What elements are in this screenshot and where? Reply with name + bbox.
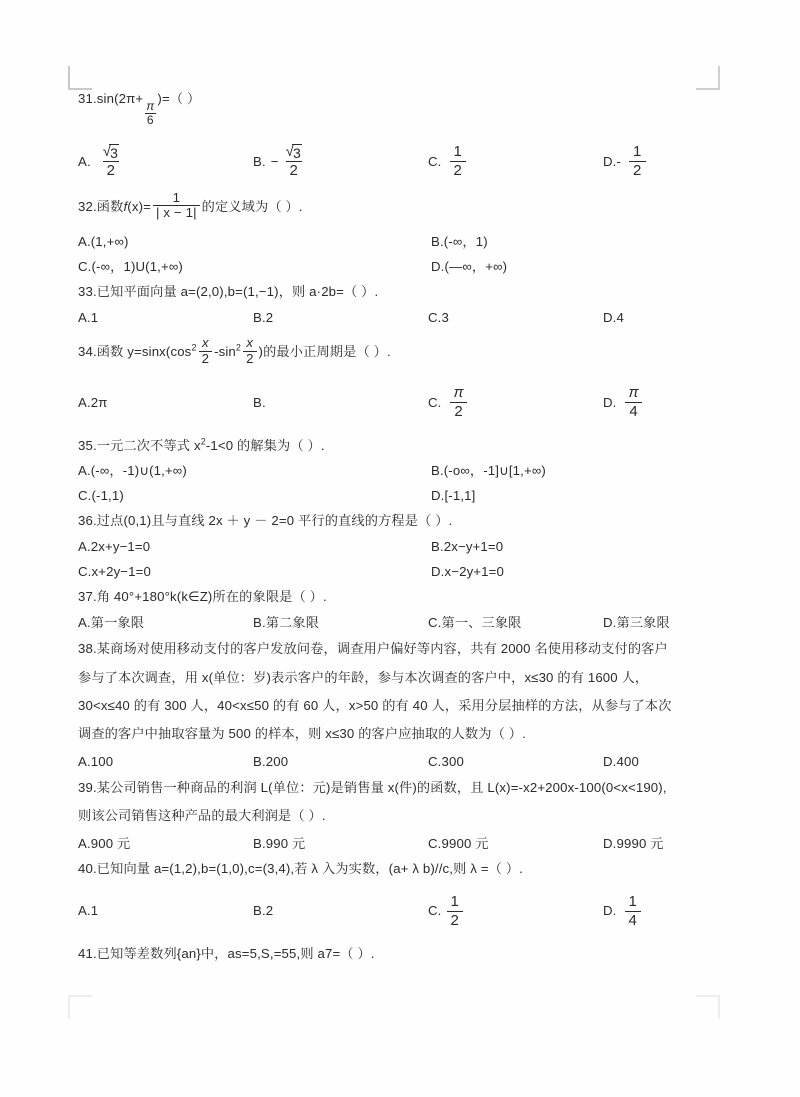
crop-mark-bottom-left-icon xyxy=(68,995,92,1019)
q38-option-b[interactable]: B.200 xyxy=(253,753,289,769)
q31-stem-frac-num: π xyxy=(146,98,155,113)
q40-option-c[interactable] xyxy=(428,888,603,934)
q33-option-d[interactable]: D.4 xyxy=(603,309,624,325)
q32-stem-frac-den: | x − 1| xyxy=(153,205,200,221)
question-31-options xyxy=(78,139,740,185)
q36-option-b[interactable]: B.2x−y+1=0 xyxy=(431,539,504,555)
question-33-stem: 33.已知平面向量 a=(2,0),b=(1,−1)，则 a·2b=（ ）. xyxy=(78,284,379,300)
q31-option-a-num: √ 3 xyxy=(102,143,119,162)
question-38 xyxy=(78,635,740,774)
question-39-stem-line-2: 则该公司销售这种产品的最大利润是（ ）. xyxy=(78,808,326,824)
q32-stem-suffix: 的定义域为（ ）. xyxy=(201,198,303,214)
question-37-stem: 37.角 40°+180°k(k∈Z)所在的象限是（ ）. xyxy=(78,589,327,605)
q31-option-d-den: 2 xyxy=(629,161,646,180)
q35-option-c[interactable]: C.(-1,1) xyxy=(78,488,124,504)
q35-option-b[interactable]: B.(-o∞，-1]∪[1,+∞) xyxy=(431,463,546,479)
q31-stem-frac-den: 6 xyxy=(146,112,154,127)
question-31 xyxy=(78,86,740,185)
question-34-stem xyxy=(78,337,740,368)
q35-option-d[interactable]: D.[-1,1] xyxy=(431,488,476,504)
exam-content xyxy=(78,86,740,967)
q31-option-b-den: 2 xyxy=(286,161,303,180)
question-38-options xyxy=(78,749,740,774)
q40-option-d-value xyxy=(625,893,642,929)
q39-option-d[interactable]: D.9990 元 xyxy=(603,835,664,851)
q34-option-d-den: 4 xyxy=(625,402,642,421)
question-36-options xyxy=(78,534,740,584)
q31-option-a-value xyxy=(99,143,123,179)
question-41 xyxy=(78,941,740,967)
question-33-options xyxy=(78,305,740,330)
q32-stem-mid: (x)= xyxy=(127,198,151,214)
q34-option-c-num: π xyxy=(453,384,464,402)
q34-stem-fraction-2 xyxy=(243,336,256,367)
q35-option-a[interactable]: A.(-∞，-1)∪(1,+∞) xyxy=(78,463,187,479)
question-32 xyxy=(78,189,740,280)
question-39 xyxy=(78,774,740,856)
q31-option-b-label: B. xyxy=(253,153,266,169)
q36-option-d[interactable]: D.x−2y+1=0 xyxy=(431,564,504,580)
question-35-options xyxy=(78,458,740,508)
q37-option-d[interactable]: D.第三象限 xyxy=(603,615,670,631)
q31-option-d-num: 1 xyxy=(633,143,642,161)
q34-stem-fraction-1 xyxy=(199,336,212,367)
q38-option-c[interactable]: C.300 xyxy=(428,753,464,769)
question-35-stem xyxy=(78,433,740,459)
q33-option-a[interactable]: A.1 xyxy=(78,309,99,325)
question-38-stem-line-3: 30<x≤40 的有 300 人，40<x≤50 的有 60 人，x>50 的有 40 人，采用分层抽样的方法，从参与了本次 xyxy=(78,697,672,713)
question-37-options xyxy=(78,610,740,635)
q34-stem-sup2: 2 xyxy=(235,342,242,353)
question-39-options xyxy=(78,831,740,856)
q40-option-c-label: C. xyxy=(428,903,442,919)
q34-option-d-value xyxy=(625,384,643,420)
question-32-stem xyxy=(78,189,740,223)
question-39-stem-line-1: 39.某公司销售一种商品的利润 L(单位：元)是销售量 x(件)的函数，且 L(x)=-x2+200x-100(0<x<190), xyxy=(78,779,667,795)
q31-option-b-num: √ 3 xyxy=(285,143,301,162)
q31-option-c-num: 1 xyxy=(453,143,462,161)
q33-option-c[interactable]: C.3 xyxy=(428,309,449,325)
q34-option-c-value xyxy=(450,384,468,420)
q39-option-a[interactable]: A.900 元 xyxy=(78,835,131,851)
q34-stem-p3: )的最小正周期是（ ）. xyxy=(258,343,391,359)
q31-option-b-value xyxy=(282,143,306,179)
q40-option-c-den: 2 xyxy=(447,911,464,930)
q32-option-b[interactable]: B.(-∞，1) xyxy=(431,234,488,250)
q36-option-a[interactable]: A.2x+y−1=0 xyxy=(78,539,151,555)
question-33 xyxy=(78,279,740,330)
q34-frac1-num: x xyxy=(201,335,209,351)
question-38-stem-line-4: 调查的客户中抽取容量为 500 的样本，则 x≤30 的客户应抽取的人数为（ ）. xyxy=(78,726,526,742)
q34-option-a[interactable]: A.2π xyxy=(78,394,108,410)
q34-option-b[interactable] xyxy=(253,380,428,426)
q31-option-c-label: C. xyxy=(428,153,442,169)
q31-option-c-value xyxy=(450,143,467,179)
q40-option-c-value xyxy=(447,893,464,929)
question-34 xyxy=(78,337,740,426)
q34-frac1-den: 2 xyxy=(199,351,212,367)
q37-option-a[interactable]: A.第一象限 xyxy=(78,615,145,631)
q34-stem-sup1: 2 xyxy=(191,342,197,353)
q34-stem-p2: -sin xyxy=(214,343,236,359)
q34-option-d[interactable] xyxy=(603,380,740,426)
question-31-stem xyxy=(78,86,740,127)
q31-option-d-label: D.- xyxy=(603,153,622,169)
question-37 xyxy=(78,584,740,635)
q36-option-c[interactable]: C.x+2y−1=0 xyxy=(78,564,151,580)
q35-stem-p1: 35.一元二次不等式 x xyxy=(78,437,201,453)
crop-mark-bottom-right-icon xyxy=(696,995,720,1019)
q37-option-b[interactable]: B.第二象限 xyxy=(253,615,320,631)
question-36 xyxy=(78,508,740,584)
q31-stem-fraction xyxy=(144,100,156,127)
question-34-options xyxy=(78,380,740,426)
q31-option-c[interactable] xyxy=(428,139,603,185)
q37-option-c[interactable]: C.第一、三象限 xyxy=(428,615,522,631)
q31-option-d[interactable] xyxy=(603,139,740,185)
q31-stem-prefix: 31.sin(2π+ xyxy=(78,91,144,106)
q40-option-b[interactable]: B.2 xyxy=(253,903,274,919)
q32-option-c[interactable]: C.(-∞，1)U(1,+∞) xyxy=(78,259,183,275)
q34-option-c-den: 2 xyxy=(450,402,467,421)
q34-option-c[interactable] xyxy=(428,380,603,426)
q40-option-d-label: D. xyxy=(603,903,617,919)
q34-frac2-den: 2 xyxy=(243,351,256,367)
q31-option-c-den: 2 xyxy=(450,161,467,180)
q31-stem-suffix: )=（ ） xyxy=(157,91,201,106)
question-40 xyxy=(78,856,740,935)
q32-stem-fraction xyxy=(153,191,200,222)
question-35 xyxy=(78,433,740,509)
q32-option-a[interactable]: A.(1,+∞) xyxy=(78,234,129,250)
question-38-stem-line-1: 38.某商场对使用移动支付的客户发放问卷，调查用户偏好等内容，共有 2000 名使用移动支付的客户 xyxy=(78,641,668,657)
q31-option-d-value xyxy=(629,143,646,179)
q38-option-a[interactable]: A.100 xyxy=(78,753,114,769)
q40-option-a[interactable]: A.1 xyxy=(78,903,99,919)
question-41-stem: 41.已知等差数列{an}中，as=5,S,=55,则 a7=（ ）. xyxy=(78,946,375,962)
q35-stem-sup: 2 xyxy=(200,436,206,447)
q39-option-c[interactable]: C.9900 元 xyxy=(428,835,489,851)
q32-stem-fx: f xyxy=(123,198,128,214)
q31-option-a[interactable] xyxy=(78,139,253,185)
q31-option-b-sign: − xyxy=(270,153,279,169)
q31-option-b[interactable] xyxy=(253,139,428,185)
q39-option-b[interactable]: B.990 元 xyxy=(253,835,306,851)
q38-option-d[interactable]: D.400 xyxy=(603,753,639,769)
question-32-options xyxy=(78,229,740,279)
question-40-options xyxy=(78,888,740,934)
q34-option-b-label: B. xyxy=(253,394,266,410)
q34-option-d-num: π xyxy=(628,384,639,402)
question-36-stem: 36.过点(0,1)且与直线 2x ＋ y － 2=0 平行的直线的方程是（ ）. xyxy=(78,513,453,529)
question-38-stem-line-2: 参与了本次调查，用 x(单位：岁)表示客户的年龄，参与本次调查的客户中，x≤30 的有 1600 人， xyxy=(78,669,649,685)
q40-option-c-num: 1 xyxy=(450,893,459,911)
q40-option-d-num: 1 xyxy=(628,893,637,911)
q34-frac2-num: x xyxy=(246,335,254,351)
q34-stem-p1: 34.函数 y=sinx(cos xyxy=(78,343,192,359)
q35-stem-p2: -1<0 的解集为（ ）. xyxy=(205,437,325,453)
q34-option-c-label: C. xyxy=(428,394,442,410)
q40-option-d-den: 4 xyxy=(625,911,642,930)
q32-stem-frac-num: 1 xyxy=(172,189,181,205)
q33-option-b[interactable]: B.2 xyxy=(253,309,274,325)
question-40-stem: 40.已知向量 a=(1,2),b=(1,0),c=(3,4),若 λ 入为实数，(a+ λ b)//c,则 λ =（ ）. xyxy=(78,860,523,876)
q34-option-d-label: D. xyxy=(603,394,617,410)
q32-stem-prefix: 32.函数 xyxy=(78,198,124,214)
q32-option-d[interactable]: D.(—∞，+∞) xyxy=(431,259,508,275)
q31-option-a-den: 2 xyxy=(103,161,120,180)
q40-option-d[interactable] xyxy=(603,888,740,934)
q31-option-a-label: A. xyxy=(78,153,91,169)
